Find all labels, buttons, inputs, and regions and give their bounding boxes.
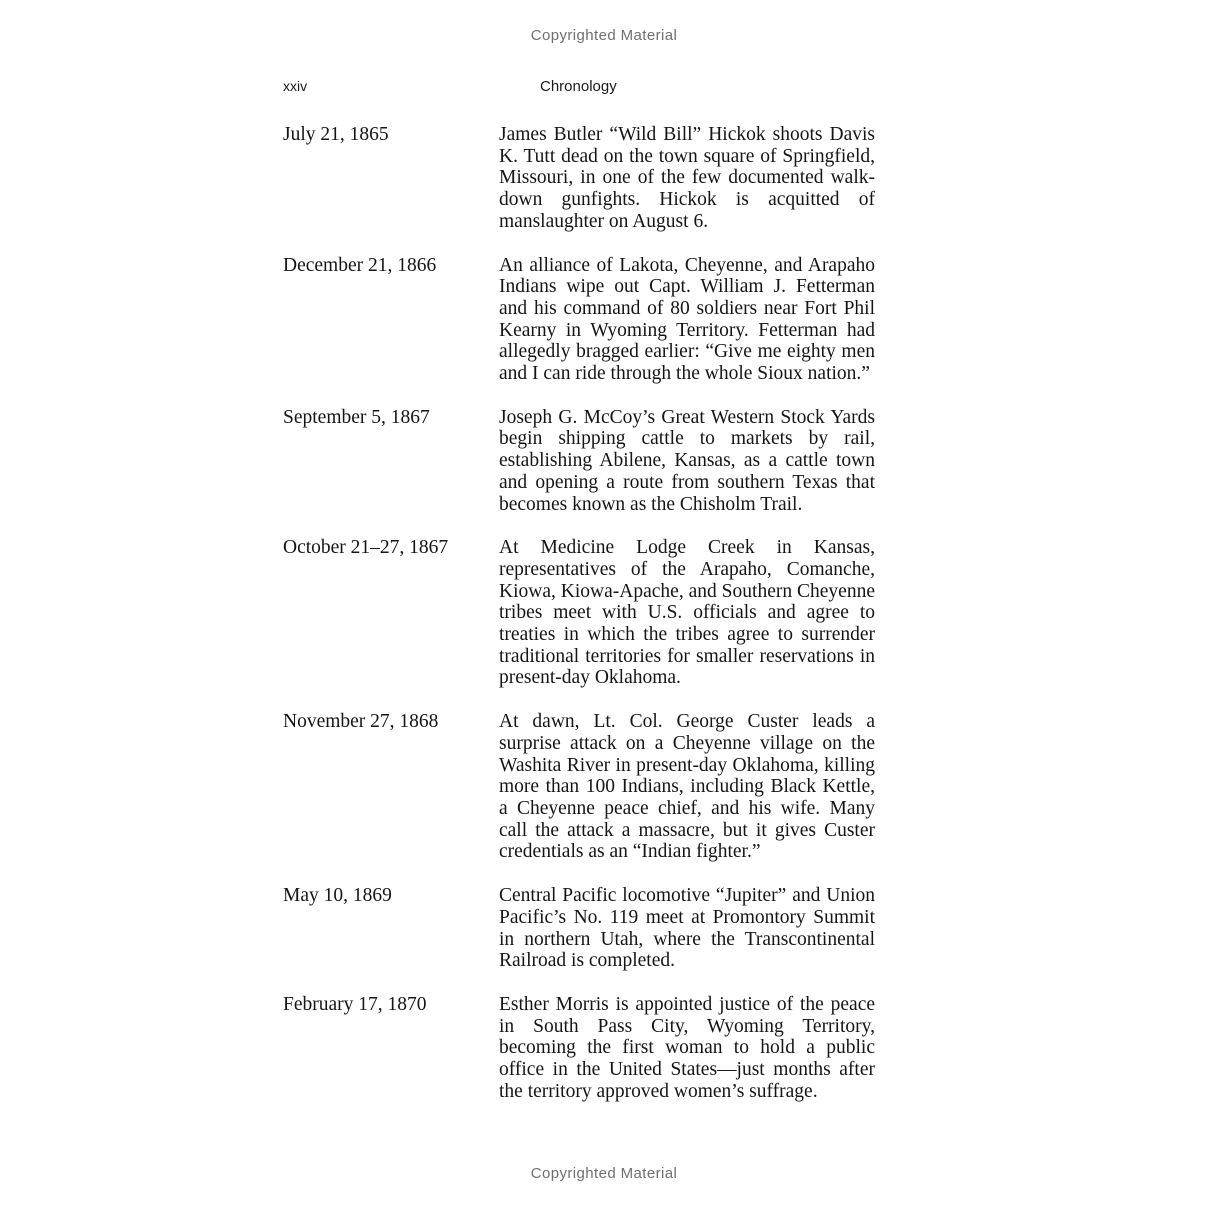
entry-text: James Butler “Wild Bill” Hickok shoots Davis K. Tutt dead on the town square of Springfield, Missouri, in one of the few documented walk-down gunfights. Hickok is acquitted of manslaughter on August 6. [499, 124, 875, 232]
entry-date: February 17, 1870 [283, 993, 427, 1015]
chronology-entry [283, 407, 875, 516]
entry-text: Esther Morris is appointed justice of the peace in South Pass City, Wyoming Territory, becoming the first woman to hold a public office in the United States—just months after the territory approved women’s suffrage. [499, 993, 875, 1102]
entry-date: December 21, 1866 [283, 254, 437, 276]
chronology-list [283, 124, 875, 1124]
chronology-entry [283, 994, 875, 1103]
page-number: xxiv [283, 78, 308, 94]
chronology-entry [283, 124, 875, 233]
copyright-watermark-bottom: Copyrighted Material [530, 1165, 678, 1182]
entry-date: November 27, 1868 [283, 711, 439, 733]
entry-date: July 21, 1865 [283, 124, 389, 145]
entry-text: An alliance of Lakota, Cheyenne, and Arapaho Indians wipe out Capt. William J. Fetterman and his command of 80 soldiers near Fort Phil Kearny in Wyoming Territory. Fetterman had allegedly bragged earlier: “Give me eighty men and I can ride through the whole Sioux nation.” [499, 254, 875, 385]
chronology-entry [283, 711, 875, 863]
entry-text: At Medicine Lodge Creek in Kansas, representatives of the Arapaho, Comanche, Kiowa, Kiowa-Apache, and Southern Cheyenne tribes meet with U.S. officials and agree to treaties in which the tribes agree to surrender traditional territories for smaller reservations in present-day Oklahoma. [499, 537, 875, 689]
entry-text: Joseph G. McCoy’s Great Western Stock Yards begin shipping cattle to markets by rail, establishing Abilene, Kansas, as a cattle town and opening a route from southern Texas that becomes known as the Chisholm Trail. [499, 406, 875, 515]
chronology-entry [283, 537, 875, 689]
entry-text: At dawn, Lt. Col. George Custer leads a surprise attack on a Cheyenne village on the Washita River in present-day Oklahoma, killing more than 100 Indians, including Black Kettle, a Cheyenne peace chief, and his wife. Many call the attack a massacre, but it gives Custer credentials as an “Indian fighter.” [499, 711, 875, 863]
entry-text: Central Pacific locomotive “Jupiter” and Union Pacific’s No. 119 meet at Promontory Summit in northern Utah, where the Transcontinental Railroad is completed. [499, 885, 875, 972]
entry-date: October 21–27, 1867 [283, 537, 449, 559]
chronology-entry [283, 255, 875, 385]
running-head [283, 78, 925, 98]
entry-date: September 5, 1867 [283, 406, 430, 428]
copyright-watermark-top: Copyrighted Material [530, 27, 678, 44]
chronology-entry [283, 885, 875, 972]
entry-date: May 10, 1869 [283, 885, 392, 907]
page-title: Chronology [540, 78, 617, 95]
